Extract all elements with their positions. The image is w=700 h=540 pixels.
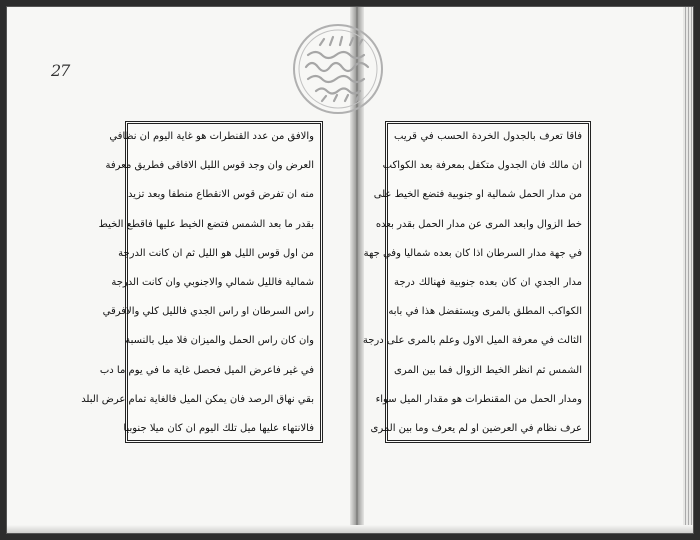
folio-number: 27 bbox=[51, 61, 70, 80]
text-line: الثالث في معرفة الميل الاول وعلم بالمرى على درجة bbox=[362, 335, 582, 347]
text-line: الكواكب المطلق بالمرى ويستفضل هذا في بابه bbox=[388, 306, 582, 318]
book-spread bbox=[6, 6, 694, 534]
text-line: راس السرطان او راس الجدي فالليل كلي والافرقي bbox=[102, 306, 314, 318]
text-line: ان مالك فان الجدول متكفل بمعرفة بعد الكواكب bbox=[382, 160, 582, 172]
text-line: في غير فاعرض الميل فحصل غاية ما في يوم ما دب bbox=[99, 364, 314, 376]
text-line: من مدار الحمل شمالية او جنوبية فتضع الخيط على bbox=[373, 189, 582, 201]
text-line: في جهة مدار السرطان اذا كان بعده شماليا وفي جهة bbox=[363, 247, 582, 259]
text-line: مدار الجدي ان كان بعده جنوبية فهنالك درجة bbox=[394, 276, 582, 288]
right-page-text-block bbox=[362, 130, 582, 436]
text-line: من اول قوس الليل هو الليل ثم ان كانت الدرجة bbox=[118, 247, 314, 259]
text-line: وان كان راس الحمل والميزان فلا ميل بالنسبة bbox=[125, 335, 314, 347]
text-line: فاقا تعرف بالجدول الخردة الحسب في قريب bbox=[394, 131, 582, 142]
left-page-text-block bbox=[81, 130, 314, 436]
text-line: عرف نظام في العرضين او لم يعرف وما بين المرى bbox=[370, 422, 582, 434]
text-line: منه ان تفرض قوس الانقطاع منطفا وبعد تزيد bbox=[128, 189, 314, 201]
page-bottom-shadow bbox=[7, 525, 693, 533]
text-line: فالانتهاء عليها ميل تلك اليوم ان كان ميلا جنوبيا bbox=[123, 422, 314, 434]
text-line: ومدار الحمل من المقنطرات هو مقدار الميل سواء bbox=[375, 393, 582, 405]
text-line: بقدر ما بعد الشمس فتضع الخيط عليها فاقطع الخيط bbox=[98, 218, 314, 230]
text-line: والافق من عدد القنطرات هو غاية اليوم ان نظافي bbox=[109, 131, 314, 142]
right-page-text-frame bbox=[362, 121, 591, 443]
text-line: شمالية فالليل شمالي والاجنوبي وان كانت الدرجة bbox=[111, 276, 314, 288]
text-line: الشمس ثم انظر الخيط الزوال فما بين المرى bbox=[394, 364, 582, 376]
text-line: خط الزوال وابعد المرى عن مدار الحمل بقدر بعده bbox=[375, 218, 582, 230]
left-page-text-frame bbox=[81, 121, 323, 443]
text-line: العرض وان وجد قوس الليل الافاقى فطريق معرفة bbox=[105, 160, 314, 172]
text-line: بقي نهاق الرصد فان يمكن الميل فالغاية تمام عرض البلد bbox=[81, 393, 314, 405]
library-seal-stamp bbox=[290, 21, 386, 117]
page-edges bbox=[683, 7, 693, 533]
